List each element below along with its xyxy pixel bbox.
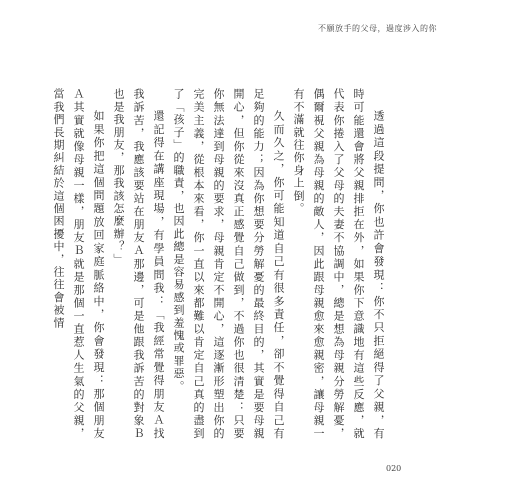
paragraph: 久而久之，你可能知道自己有很多責任，卻不覺得自己有足夠的能力；因為你想要分勞解憂的最終目的，其實是要母親開心，但你從來沒真正感覺自己做到，不過你也很清楚：只要你無法達到母親的要求，母親肯定不開心，這逐漸形塑出你的完美主義，從根本來看，你一直以來都難以肯定自己真的盡到了「孩子」的職責，也因此總是容易感到羞愧或罪惡。 [172,88,285,440]
page-number: 020 [386,464,402,473]
body-text [52,88,388,440]
paragraph: 透過這段提問，你也許會發現：你不只拒絕得了父親，有時可能還會將父親排拒在外，如果你下意識地有這些反應，就代表你捲入了父母的夫妻不協調中，總是想為母親分勞解憂，偶爾視父親為母親的敵人，因此跟母親愈來愈親密，讓母親一有不滿就往你身上倒。 [292,88,385,440]
paragraph: 如果你把這個問題放回家庭脈絡中，你會發現：那個朋友Ａ其實就像母親一樣，朋友Ｂ就是那個一直惹人生氣的父親，當我們長期糾結於這個困擾中，往往會被情 [52,88,105,440]
paragraph: 還記得在講座現場，有學員問我：「我經常覺得朋友Ａ找我訴苦，我應該要站在朋友Ａ那邊，可是他跟我訴苦的對象Ｂ也是我朋友，那我該怎麼辦？」 [112,88,165,440]
book-page: 不願放手的父母，過度涉入的你 透過這段提問，你也許會發現：你不只拒絕得了父親，有時可能還會將父親排拒在外，如果你下意識地有這些反應，就代表你捲入了父母的夫妻不協調中，總是想為母親分勞解憂，偶爾視父親為母親的敵人，因此跟母親愈來愈親密，讓母親一有不滿就往你身上倒。 久而久之，你可能知道自己有很多責任，卻不覺得自己有足夠的能力；因為你想要分勞解憂的最終目的，其實是要母親開心，但你從來沒真正感覺自己做到，不過你也很清楚：只要你無法達到母親的要求，母親肯定不開心，這逐漸形塑出你的完美主義，從根本來看，你一直以來都難以肯定自己真的盡到了「孩子」的職責，也因此總是容易感到羞愧或罪惡。 還記得在講座現場，有學員問我：「我經常覺得朋友Ａ找我訴苦，我應該要站在朋友Ａ那邊，可是他跟我訴苦的對象Ｂ也是我朋友，那我該怎麼辦？」 如果你把這個問題放回家庭脈絡中，你會發現：那個朋友Ａ其實就像母親一樣，朋友Ｂ就是那個一直惹人生氣的父親，當我們長期糾結於這個困擾中，往往會被情 020 [0,0,520,500]
